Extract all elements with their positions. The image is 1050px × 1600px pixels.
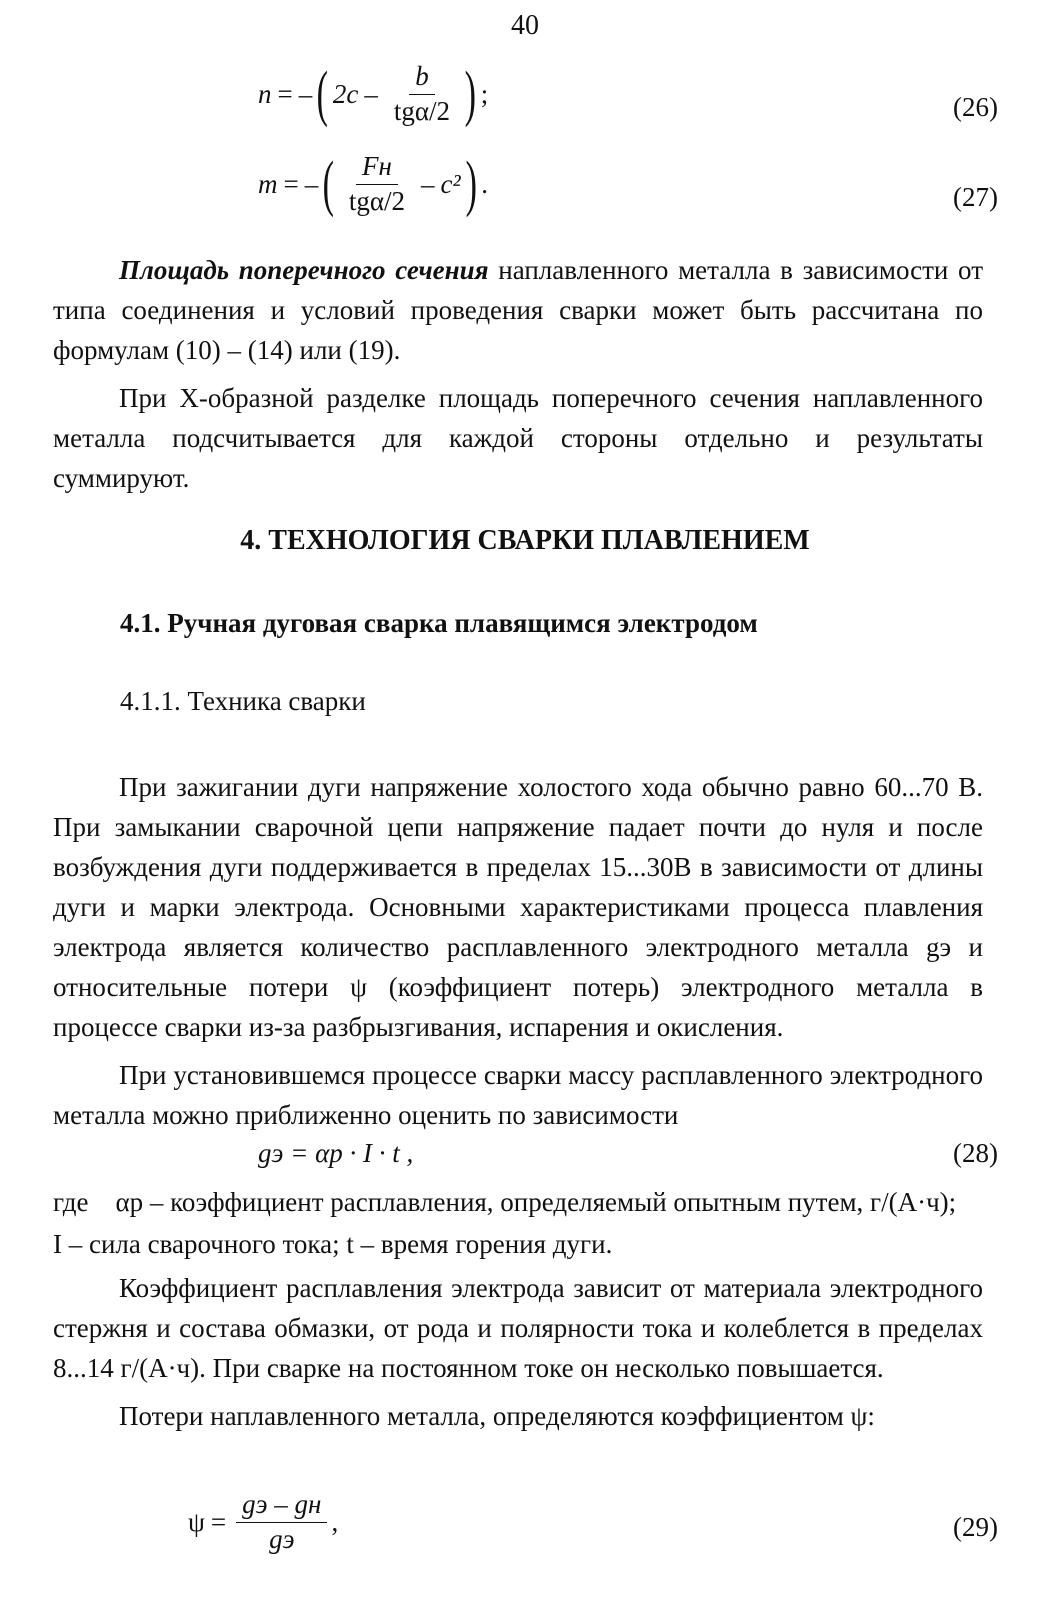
eq26-minus: – — [298, 78, 313, 109]
eq26-equals: = — [277, 78, 293, 109]
eq27-denominator: tgα/2 — [348, 185, 406, 216]
equation-29-body — [188, 1490, 338, 1554]
equation-26-body — [258, 60, 489, 129]
eq27-term2: c² — [440, 168, 461, 199]
eq29-numerator: gэ – gн — [236, 1490, 327, 1523]
eq29-tail: , — [331, 1506, 339, 1537]
paragraph-arc-ignition: При зажигании дуги напряжение холостого хода обычно равно 60...70 В. При замыкании сварочной цепи напряжение падает почти до нуля и после возбуждения дуги поддерживается в пределах 15...30В в зависимости от длины дуги и марки электрода. Основными характеристиками процесса плавления электрода является количество расплавленного электродного металла gэ и относительные потери ψ (коэффициент потерь) электродного металла в процессе сварки из-за разбрызгивания, испарения и окисления. — [53, 772, 983, 1042]
equation-28 — [0, 1138, 1050, 1182]
where-line-1: где αр – коэффициент расплавления, определяемый опытным путем, г/(А·ч); — [53, 1187, 957, 1217]
eq26-tail: ; — [480, 78, 489, 109]
equation-29 — [0, 1490, 1050, 1580]
eq27-minus: – — [304, 168, 319, 199]
eq27-equals: = — [283, 168, 299, 199]
paragraph-cross-section-rest: наплавленного металла в зависимости от типа соединения и условий проведения сварки может быть рассчитана по формулам (10) – (14) или (19). — [53, 255, 983, 365]
where-line-2: I – сила сварочного тока; t – время горения дуги. — [53, 1229, 613, 1259]
coefficient-text — [53, 1268, 983, 1436]
eq29-equals: = — [210, 1506, 227, 1537]
section-heading: 4.1. Ручная дуговая сварка плавящимся электродом — [120, 608, 758, 638]
eq29-fraction — [236, 1490, 327, 1554]
eq27-fraction — [343, 152, 411, 216]
paragraph-steady-process: При установившемся процессе сварки массу расплавленного электродного металла можно приближенно оценить по зависимости — [53, 1060, 983, 1130]
eq27-tail: . — [481, 168, 489, 199]
eq27-operator: – — [421, 168, 435, 199]
eq26-lhs: n — [258, 78, 272, 109]
equation-26 — [0, 62, 1050, 142]
paragraph-losses: Потери наплавленного металла, определяются коэффициентом ψ: — [119, 1401, 875, 1431]
eq27-lhs: m — [258, 168, 278, 199]
page-number: 40 — [511, 10, 539, 41]
paragraph-cross-section — [53, 250, 983, 370]
eq26-left-paren: ( — [316, 60, 329, 129]
equation-27 — [0, 152, 1050, 232]
paragraph-cross-section-lead: Площадь поперечного сечения — [119, 255, 489, 285]
eq27-numerator: Fн — [356, 152, 398, 185]
intro-text — [53, 250, 983, 498]
eq26-fraction — [388, 62, 456, 126]
paragraph-x-groove: При Х-образной разделке площадь поперечного сечения наплавленного металла подсчитывается для каждой стороны отдельно и результаты суммируют. — [53, 383, 983, 493]
eq27-left-paren: ( — [322, 150, 335, 219]
eq26-right-paren: ) — [464, 60, 477, 129]
equation-26-number: (26) — [953, 92, 998, 122]
eq26-term1: 2c — [332, 78, 359, 109]
eq29-lhs: ψ — [188, 1506, 205, 1537]
chapter-heading: 4. ТЕХНОЛОГИЯ СВАРКИ ПЛАВЛЕНИЕМ — [240, 525, 810, 556]
equation-28-number: (28) — [953, 1138, 998, 1168]
technique-text — [53, 767, 983, 1135]
eq26-numerator: b — [409, 62, 435, 95]
equation-28-body: gэ = αр · I · t , — [258, 1138, 414, 1168]
eq26-denominator: tgα/2 — [393, 95, 451, 126]
eq29-denominator: gэ — [269, 1523, 295, 1554]
equation-27-number: (27) — [953, 182, 998, 212]
eq26-operator: – — [364, 78, 378, 109]
paragraph-melting-coefficient: Коэффициент расплавления электрода зависит от материала электродного стержня и состава обмазки, от рода и полярности тока и колеблется в пределах 8...14 г/(А·ч). При сварке на постоянном токе он несколько повышается. — [53, 1273, 983, 1383]
subsection-heading: 4.1.1. Техника сварки — [120, 686, 366, 716]
equation-29-number: (29) — [953, 1512, 998, 1542]
equation-27-body — [258, 150, 489, 219]
eq27-right-paren: ) — [465, 150, 477, 219]
